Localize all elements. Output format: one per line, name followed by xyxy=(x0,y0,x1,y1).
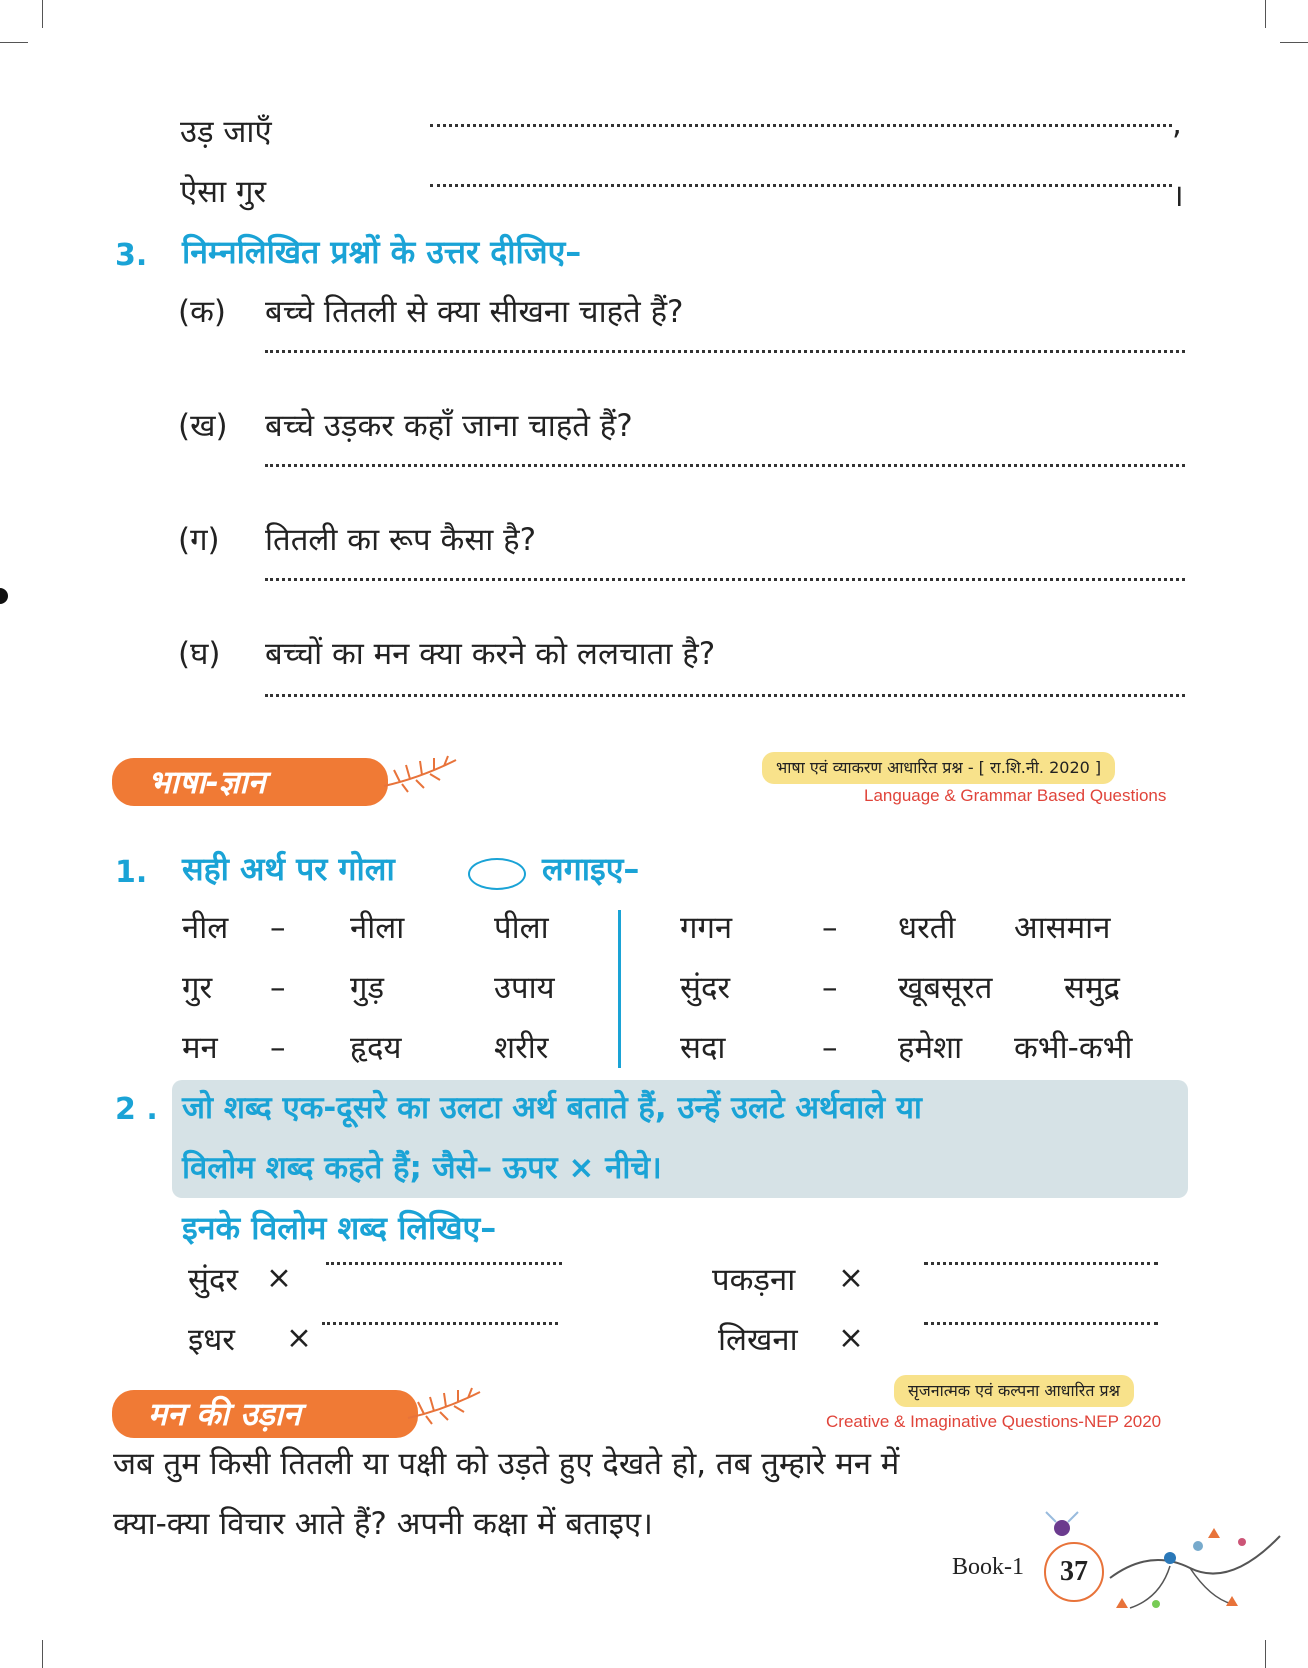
question-title: लगाइए– xyxy=(542,850,640,888)
option[interactable]: समुद्र xyxy=(1064,970,1120,1006)
question-text: बच्चों का मन क्या करने को ललचाता है? xyxy=(265,636,716,672)
fill-label: ऐसा गुर xyxy=(180,174,267,210)
prompt-text: जब तुम किसी तितली या पक्षी को उड़ते हुए देखते हो, तब तुम्हारे मन में xyxy=(113,1446,900,1482)
circle-icon xyxy=(468,858,526,890)
question-text: तितली का रूप कैसा है? xyxy=(265,522,537,558)
leaf-sprig-icon xyxy=(404,1380,484,1428)
option[interactable]: हमेशा xyxy=(898,1030,963,1066)
question-number: 2 . xyxy=(115,1092,158,1127)
question-number: 3. xyxy=(115,238,148,273)
word: गगन xyxy=(680,910,733,946)
dash: – xyxy=(270,910,286,946)
answer-line[interactable] xyxy=(924,1322,1158,1325)
fill-label: उड़ जाएँ xyxy=(180,114,272,150)
option[interactable]: धरती xyxy=(898,910,956,946)
dash: – xyxy=(822,1030,838,1066)
question-title: निम्नलिखित प्रश्नों के उत्तर दीजिए– xyxy=(182,233,582,271)
dash: – xyxy=(822,910,838,946)
option[interactable]: पीला xyxy=(494,910,549,946)
dash: – xyxy=(270,970,286,1006)
leaf-sprig-icon xyxy=(380,748,460,796)
crop-mark xyxy=(42,1640,43,1668)
option[interactable]: नीला xyxy=(350,910,405,946)
question-tag: (ग) xyxy=(178,522,220,558)
question-title: सही अर्थ पर गोला xyxy=(182,850,395,888)
antonym-word: पकड़ना xyxy=(712,1262,796,1298)
question-subtitle: इनके विलोम शब्द लिखिए– xyxy=(182,1209,497,1247)
cross-icon: × xyxy=(838,1260,864,1296)
answer-line[interactable] xyxy=(430,124,1172,127)
crop-mark xyxy=(42,0,43,28)
antonym-word: सुंदर xyxy=(188,1262,239,1298)
english-subtitle: Creative & Imaginative Questions-NEP 2020 xyxy=(826,1412,1162,1431)
page-number: 37 xyxy=(1044,1542,1104,1602)
option[interactable]: हृदय xyxy=(350,1030,402,1066)
floral-vine-icon xyxy=(1020,1508,1290,1618)
question-text: बच्चे उड़कर कहाँ जाना चाहते हैं? xyxy=(265,408,633,444)
option[interactable]: शरीर xyxy=(494,1030,549,1066)
option[interactable]: खूबसूरत xyxy=(898,970,993,1006)
answer-line[interactable] xyxy=(265,350,1185,353)
antonym-word: इधर xyxy=(188,1322,235,1358)
question-tag: (क) xyxy=(178,294,226,330)
option[interactable]: गुड़ xyxy=(350,970,385,1006)
question-text: बच्चे तितली से क्या सीखना चाहते हैं? xyxy=(265,294,684,330)
answer-line[interactable] xyxy=(265,464,1185,467)
answer-line[interactable] xyxy=(326,1262,562,1265)
word: सदा xyxy=(680,1030,726,1066)
dash: – xyxy=(270,1030,286,1066)
antonym-word: लिखना xyxy=(718,1322,798,1358)
info-text: विलोम शब्द कहते हैं; जैसे– ऊपर × नीचे। xyxy=(182,1150,662,1186)
registration-mark xyxy=(0,588,8,604)
option[interactable]: कभी-कभी xyxy=(1014,1030,1133,1066)
word: गुर xyxy=(182,970,213,1006)
answer-line[interactable] xyxy=(322,1322,558,1325)
answer-line[interactable] xyxy=(265,578,1185,581)
line-end-mark: , xyxy=(1172,106,1182,142)
question-number: 1. xyxy=(115,855,148,890)
word: मन xyxy=(182,1030,218,1066)
crop-mark xyxy=(1265,1640,1266,1668)
cross-icon: × xyxy=(286,1320,312,1356)
info-text: जो शब्द एक-दूसरे का उलटा अर्थ बताते हैं, उन्हें उलटे अर्थवाले या xyxy=(182,1090,922,1126)
english-subtitle: Language & Grammar Based Questions xyxy=(864,786,1167,805)
tag-pill-bhasha: भाषा एवं व्याकरण आधारित प्रश्न - [ रा.शि.नी. 2020 ] xyxy=(762,752,1115,784)
tag-pill-man: सृजनात्मक एवं कल्पना आधारित प्रश्न xyxy=(894,1375,1134,1407)
crop-mark xyxy=(1265,0,1266,28)
answer-line[interactable] xyxy=(265,694,1185,697)
line-end-mark: । xyxy=(1172,178,1184,214)
cross-icon: × xyxy=(266,1260,292,1296)
section-banner-man: मन की उड़ान xyxy=(112,1390,418,1438)
option[interactable]: उपाय xyxy=(494,970,555,1006)
word: नील xyxy=(182,910,229,946)
word: सुंदर xyxy=(680,970,731,1006)
crop-mark xyxy=(1280,42,1308,43)
section-banner-bhasha: भाषा-ज्ञान xyxy=(112,758,388,806)
prompt-text: क्या-क्या विचार आते हैं? अपनी कक्षा में बताइए। xyxy=(113,1506,653,1542)
answer-line[interactable] xyxy=(430,184,1172,187)
question-tag: (घ) xyxy=(178,636,221,672)
column-divider xyxy=(618,910,621,1068)
cross-icon: × xyxy=(838,1320,864,1356)
answer-line[interactable] xyxy=(924,1262,1158,1265)
dash: – xyxy=(822,970,838,1006)
book-label: Book-1 xyxy=(952,1554,1024,1580)
crop-mark xyxy=(0,42,28,43)
option[interactable]: आसमान xyxy=(1014,910,1111,946)
question-tag: (ख) xyxy=(178,408,228,444)
